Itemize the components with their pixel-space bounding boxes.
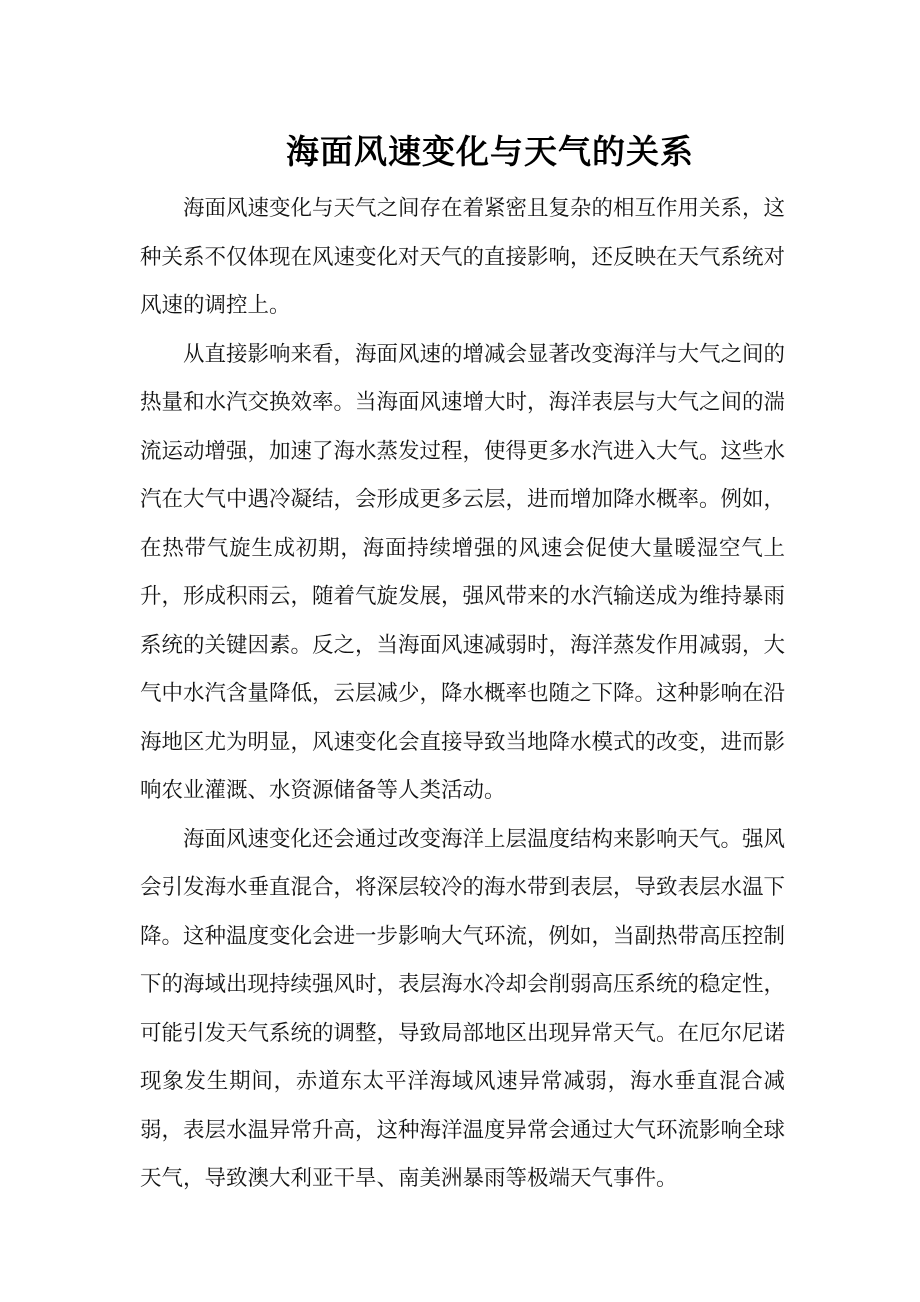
paragraph-temperature-structure: 海面风速变化还会通过改变海洋上层温度结构来影响天气。强风会引发海水垂直混合，将深层较冷的海水带到表层，导致表层水温下降。这种温度变化会进一步影响大气环流，例如，当副热带高压控制下的海域出现持续强风时，表层海水冷却会削弱高压系统的稳定性，可能引发天气系统的调整，导致局部地区出现异常天气。在厄尔尼诺现象发生期间，赤道东太平洋海域风速异常减弱，海水垂直混合减弱，表层水温异常升高，这种海洋温度异常会通过大气环流影响全球天气，导致澳大利亚干旱、南美洲暴雨等极端天气事件。	[140, 826, 786, 1191]
document-body	[140, 185, 785, 1204]
document-title: 海面风速变化与天气的关系	[286, 132, 694, 171]
paragraph-direct-influence: 从直接影响来看，海面风速的增减会显著改变海洋与大气之间的热量和水汽交换效率。当海面风速增大时，海洋表层与大气之间的湍流运动增强，加速了海水蒸发过程，使得更多水汽进入大气。这些水汽在大气中遇冷凝结，会形成更多云层，进而增加降水概率。例如，在热带气旋生成初期，海面持续增强的风速会促使大量暖湿空气上升，形成积雨云，随着气旋发展，强风带来的水汽输送成为维持暴雨系统的关键因素。反之，当海面风速减弱时，海洋蒸发作用减弱，大气中水汽含量降低，云层减少，降水概率也随之下降。这种影响在沿海地区尤为明显，风速变化会直接导致当地降水模式的改变，进而影响农业灌溉、水资源储备等人类活动。	[140, 341, 786, 803]
paragraph-intro: 海面风速变化与天气之间存在着紧密且复杂的相互作用关系，这种关系不仅体现在风速变化对天气的直接影响，还反映在天气系统对风速的调控上。	[140, 196, 786, 318]
